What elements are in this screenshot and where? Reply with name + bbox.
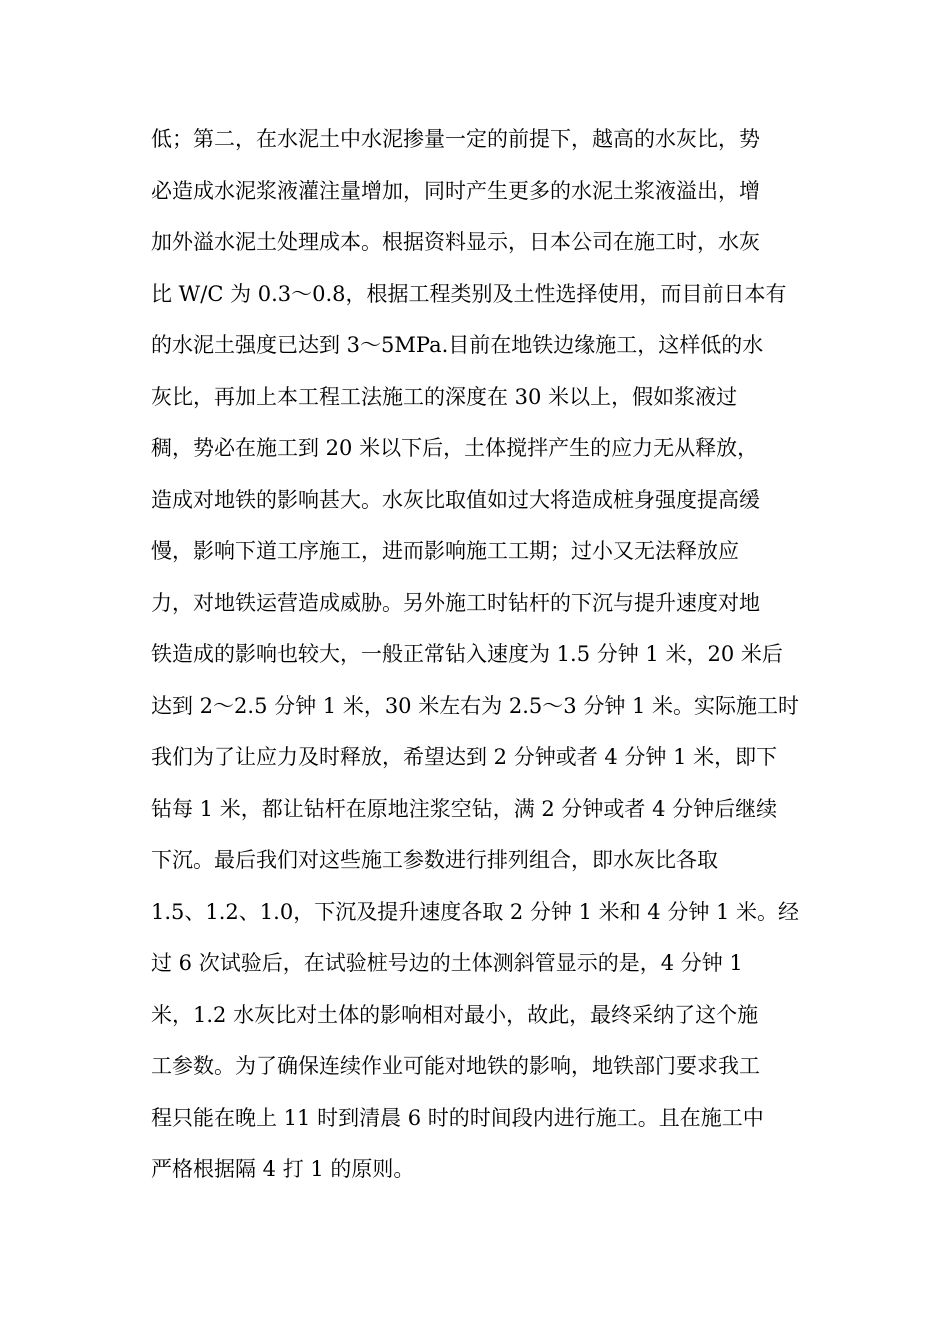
text-line: 比 W/C 为 0.3～0.8，根据工程类别及土性选择使用，而目前日本有: [151, 281, 787, 306]
text-line: 米，1.2 水灰比对土体的影响相对最小，故此，最终采纳了这个施: [151, 1002, 759, 1027]
text-line: 造成对地铁的影响甚大。水灰比取值如过大将造成桩身强度提高缓: [151, 487, 760, 512]
text-line: 过 6 次试验后，在试验桩号边的土体测斜管显示的是，4 分钟 1: [151, 951, 743, 975]
text-line: 力，对地铁运营造成威胁。另外施工时钻杆的下沉与提升速度对地: [151, 590, 760, 615]
text-line: 程只能在晚上 11 时到清晨 6 时的时间段内进行施工。且在施工中: [151, 1105, 764, 1130]
text-line: 钻每 1 米，都让钻杆在原地注浆空钻，满 2 分钟或者 4 分钟后继续: [151, 796, 778, 821]
text-line: 慢，影响下道工序施工，进而影响施工工期；过小又无法释放应: [151, 539, 739, 563]
text-line: 1.5、1.2、1.0，下沉及提升速度各取 2 分钟 1 米和 4 分钟 1 米。经: [151, 899, 800, 924]
text-line: 的水泥土强度已达到 3～5MPa.目前在地铁边缘施工，这样低的水: [151, 333, 764, 357]
text-line: 工参数。为了确保连续作业可能对地铁的影响，地铁部门要求我工: [151, 1054, 760, 1078]
text-line: 铁造成的影响也较大，一般正常钻入速度为 1.5 分钟 1 米，20 米后: [151, 642, 783, 666]
text-line: 加外溢水泥土处理成本。根据资料显示，日本公司在施工时，水灰: [151, 230, 760, 254]
text-line: 必造成水泥浆液灌注量增加，同时产生更多的水泥土浆液溢出，增: [151, 178, 760, 203]
text-line: 稠，势必在施工到 20 米以下后，土体搅拌产生的应力无从释放，: [151, 436, 759, 460]
text-line: 我们为了让应力及时释放，希望达到 2 分钟或者 4 分钟 1 米，即下: [151, 745, 778, 769]
text-line: 下沉。最后我们对这些施工参数进行排列组合，即水灰比各取: [151, 848, 718, 872]
text-line: 低；第二，在水泥土中水泥掺量一定的前提下，越高的水灰比，势: [151, 127, 760, 151]
text-line: 灰比，再加上本工程工法施工的深度在 30 米以上，假如浆液过: [151, 384, 738, 409]
text-line: 严格根据隔 4 打 1 的原则。: [151, 1157, 415, 1181]
text-line: 达到 2～2.5 分钟 1 米，30 米左右为 2.5～3 分钟 1 米。实际施工时: [151, 693, 800, 718]
body-paragraph: [151, 117, 811, 1199]
